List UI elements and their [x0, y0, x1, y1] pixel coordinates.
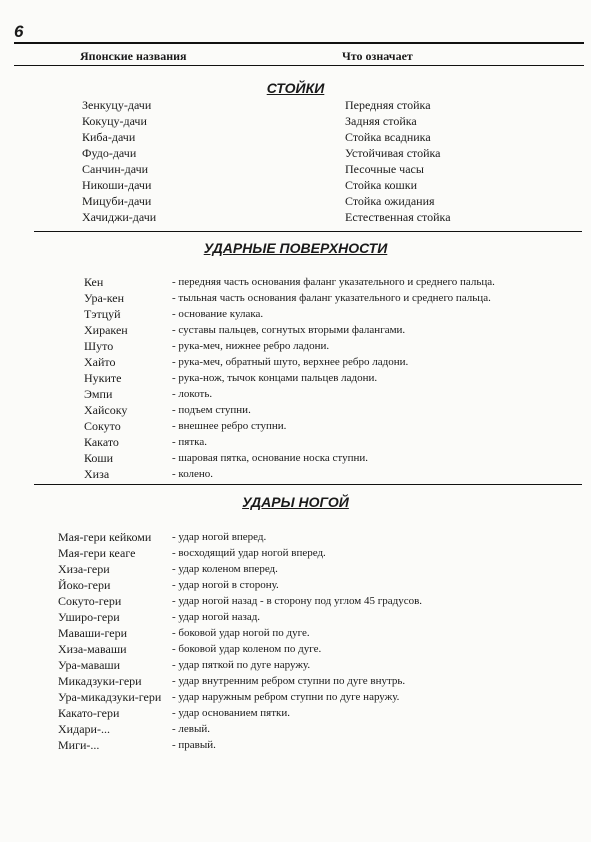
- list-item: [0, 609, 591, 625]
- list-item: [0, 561, 591, 577]
- section-title-kicks: УДАРЫ НОГОЙ: [242, 494, 349, 510]
- term: Мицуби-дачи: [82, 194, 152, 208]
- meaning: - удар ногой в сторону.: [172, 579, 279, 591]
- term: Зенкуцу-дачи: [82, 98, 152, 112]
- header-japanese-names: Японские названия: [80, 49, 187, 63]
- term: Хиза: [84, 467, 110, 481]
- list-item: [0, 306, 591, 322]
- term: Микадзуки-гери: [58, 674, 142, 688]
- meaning: - удар наружным ребром ступни по дуге наружу.: [172, 691, 400, 703]
- header-meaning: Что означает: [342, 49, 413, 63]
- term: Санчин-дачи: [82, 162, 149, 176]
- meaning: - правый.: [172, 739, 216, 751]
- list-item: [0, 721, 591, 737]
- meaning: - внешнее ребро ступни.: [172, 420, 287, 432]
- meaning: - основание кулака.: [172, 308, 264, 320]
- meaning: - левый.: [172, 723, 211, 735]
- meaning: - шаровая пятка, основание носка ступни.: [172, 452, 369, 464]
- meaning: - удар пяткой по дуге наружу.: [172, 659, 311, 671]
- list-item: [0, 466, 591, 482]
- top-rule: [14, 42, 584, 44]
- list-item: [0, 209, 591, 225]
- list-item: [0, 657, 591, 673]
- meaning: - удар ногой назад - в сторону под углом 45 градусов.: [172, 595, 423, 607]
- header-rule: [14, 65, 584, 66]
- meaning: - восходящий удар ногой вперед.: [172, 547, 326, 559]
- meaning: - суставы пальцев, согнутых вторыми фалангами.: [172, 324, 406, 336]
- meaning: - передняя часть основания фаланг указательного и среднего пальца.: [172, 276, 495, 288]
- term: Мая-гери кеаге: [58, 546, 136, 560]
- list-item: [0, 193, 591, 209]
- term: Маваши-гери: [58, 626, 127, 640]
- term: Мая-гери кейкоми: [58, 530, 152, 544]
- section-rule: [34, 231, 582, 232]
- list-item: [0, 338, 591, 354]
- term: Йоко-гери: [58, 578, 111, 592]
- meaning: Стойка ожидания: [345, 194, 435, 208]
- term: Хайсоку: [84, 403, 128, 417]
- list-item: [0, 129, 591, 145]
- term: Сокуто: [84, 419, 121, 433]
- list-item: [0, 402, 591, 418]
- meaning: - удар внутренним ребром ступни по дуге внутрь.: [172, 675, 406, 687]
- meaning: - удар коленом вперед.: [172, 563, 278, 575]
- term: Хиза-маваши: [58, 642, 127, 656]
- term: Уширо-гери: [58, 610, 120, 624]
- meaning: - удар основанием пятки.: [172, 707, 291, 719]
- list-item: [0, 450, 591, 466]
- list-item: [0, 545, 591, 561]
- meaning: - рука-меч, обратный шуто, верхнее ребро ладони.: [172, 356, 409, 368]
- meaning: - пятка.: [172, 436, 207, 448]
- meaning: - колено.: [172, 468, 214, 480]
- list-item: [0, 290, 591, 306]
- term: Тэтцуй: [84, 307, 121, 321]
- list-item: [0, 274, 591, 290]
- meaning: - удар ногой вперед.: [172, 531, 267, 543]
- list-item: [0, 705, 591, 721]
- meaning: - подъем ступни.: [172, 404, 251, 416]
- meaning: - боковой удар ногой по дуге.: [172, 627, 310, 639]
- meaning: - тыльная часть основания фаланг указательного и среднего пальца.: [172, 292, 491, 304]
- meaning: Естественная стойка: [345, 210, 451, 224]
- meaning: - боковой удар коленом по дуге.: [172, 643, 322, 655]
- section-rule: [34, 484, 582, 485]
- term: Ура-маваши: [58, 658, 121, 672]
- meaning: - локоть.: [172, 388, 213, 400]
- term: Хачиджи-дачи: [82, 210, 157, 224]
- meaning: - рука-меч, нижнее ребро ладони.: [172, 340, 330, 352]
- list-item: [0, 577, 591, 593]
- section-title-striking-surfaces: УДАРНЫЕ ПОВЕРХНОСТИ: [203, 240, 388, 256]
- term: Сокуто-гери: [58, 594, 122, 608]
- term: Нуките: [84, 371, 122, 385]
- list-item: [0, 177, 591, 193]
- list-item: [0, 673, 591, 689]
- term: Никоши-дачи: [82, 178, 152, 192]
- term: Кен: [84, 275, 104, 289]
- meaning: - удар ногой назад.: [172, 611, 261, 623]
- term: Миги-...: [58, 738, 100, 752]
- list-item: [0, 386, 591, 402]
- meaning: Стойка всадника: [345, 130, 431, 144]
- section-title-stances: СТОЙКИ: [266, 80, 325, 96]
- term: Какато: [84, 435, 119, 449]
- term: Кокуцу-дачи: [82, 114, 147, 128]
- term: Шуто: [84, 339, 114, 353]
- term: Киба-дачи: [82, 130, 136, 144]
- term: Ура-микадзуки-гери: [58, 690, 162, 704]
- list-item: [0, 161, 591, 177]
- meaning: Стойка кошки: [345, 178, 418, 192]
- list-item: [0, 625, 591, 641]
- list-item: [0, 737, 591, 753]
- list-item: [0, 593, 591, 609]
- list-item: [0, 370, 591, 386]
- meaning: Песочные часы: [345, 162, 424, 176]
- list-item: [0, 322, 591, 338]
- list-item: [0, 97, 591, 113]
- term: Фудо-дачи: [82, 146, 137, 160]
- list-item: [0, 113, 591, 129]
- term: Хидари-...: [58, 722, 110, 736]
- meaning: Задняя стойка: [345, 114, 417, 128]
- term: Хайто: [84, 355, 116, 369]
- term: Какато-гери: [58, 706, 120, 720]
- meaning: Передняя стойка: [345, 98, 431, 112]
- meaning: Устойчивая стойка: [345, 146, 441, 160]
- list-item: [0, 689, 591, 705]
- term: Хиракен: [84, 323, 128, 337]
- list-item: [0, 641, 591, 657]
- term: Хиза-гери: [58, 562, 110, 576]
- term: Эмпи: [84, 387, 113, 401]
- page-number: 6: [14, 22, 24, 41]
- list-item: [0, 418, 591, 434]
- meaning: - рука-нож, тычок концами пальцев ладони.: [172, 372, 378, 384]
- term: Коши: [84, 451, 114, 465]
- list-item: [0, 529, 591, 545]
- term: Ура-кен: [84, 291, 125, 305]
- list-item: [0, 434, 591, 450]
- table-header: [0, 46, 591, 66]
- list-item: [0, 145, 591, 161]
- list-item: [0, 354, 591, 370]
